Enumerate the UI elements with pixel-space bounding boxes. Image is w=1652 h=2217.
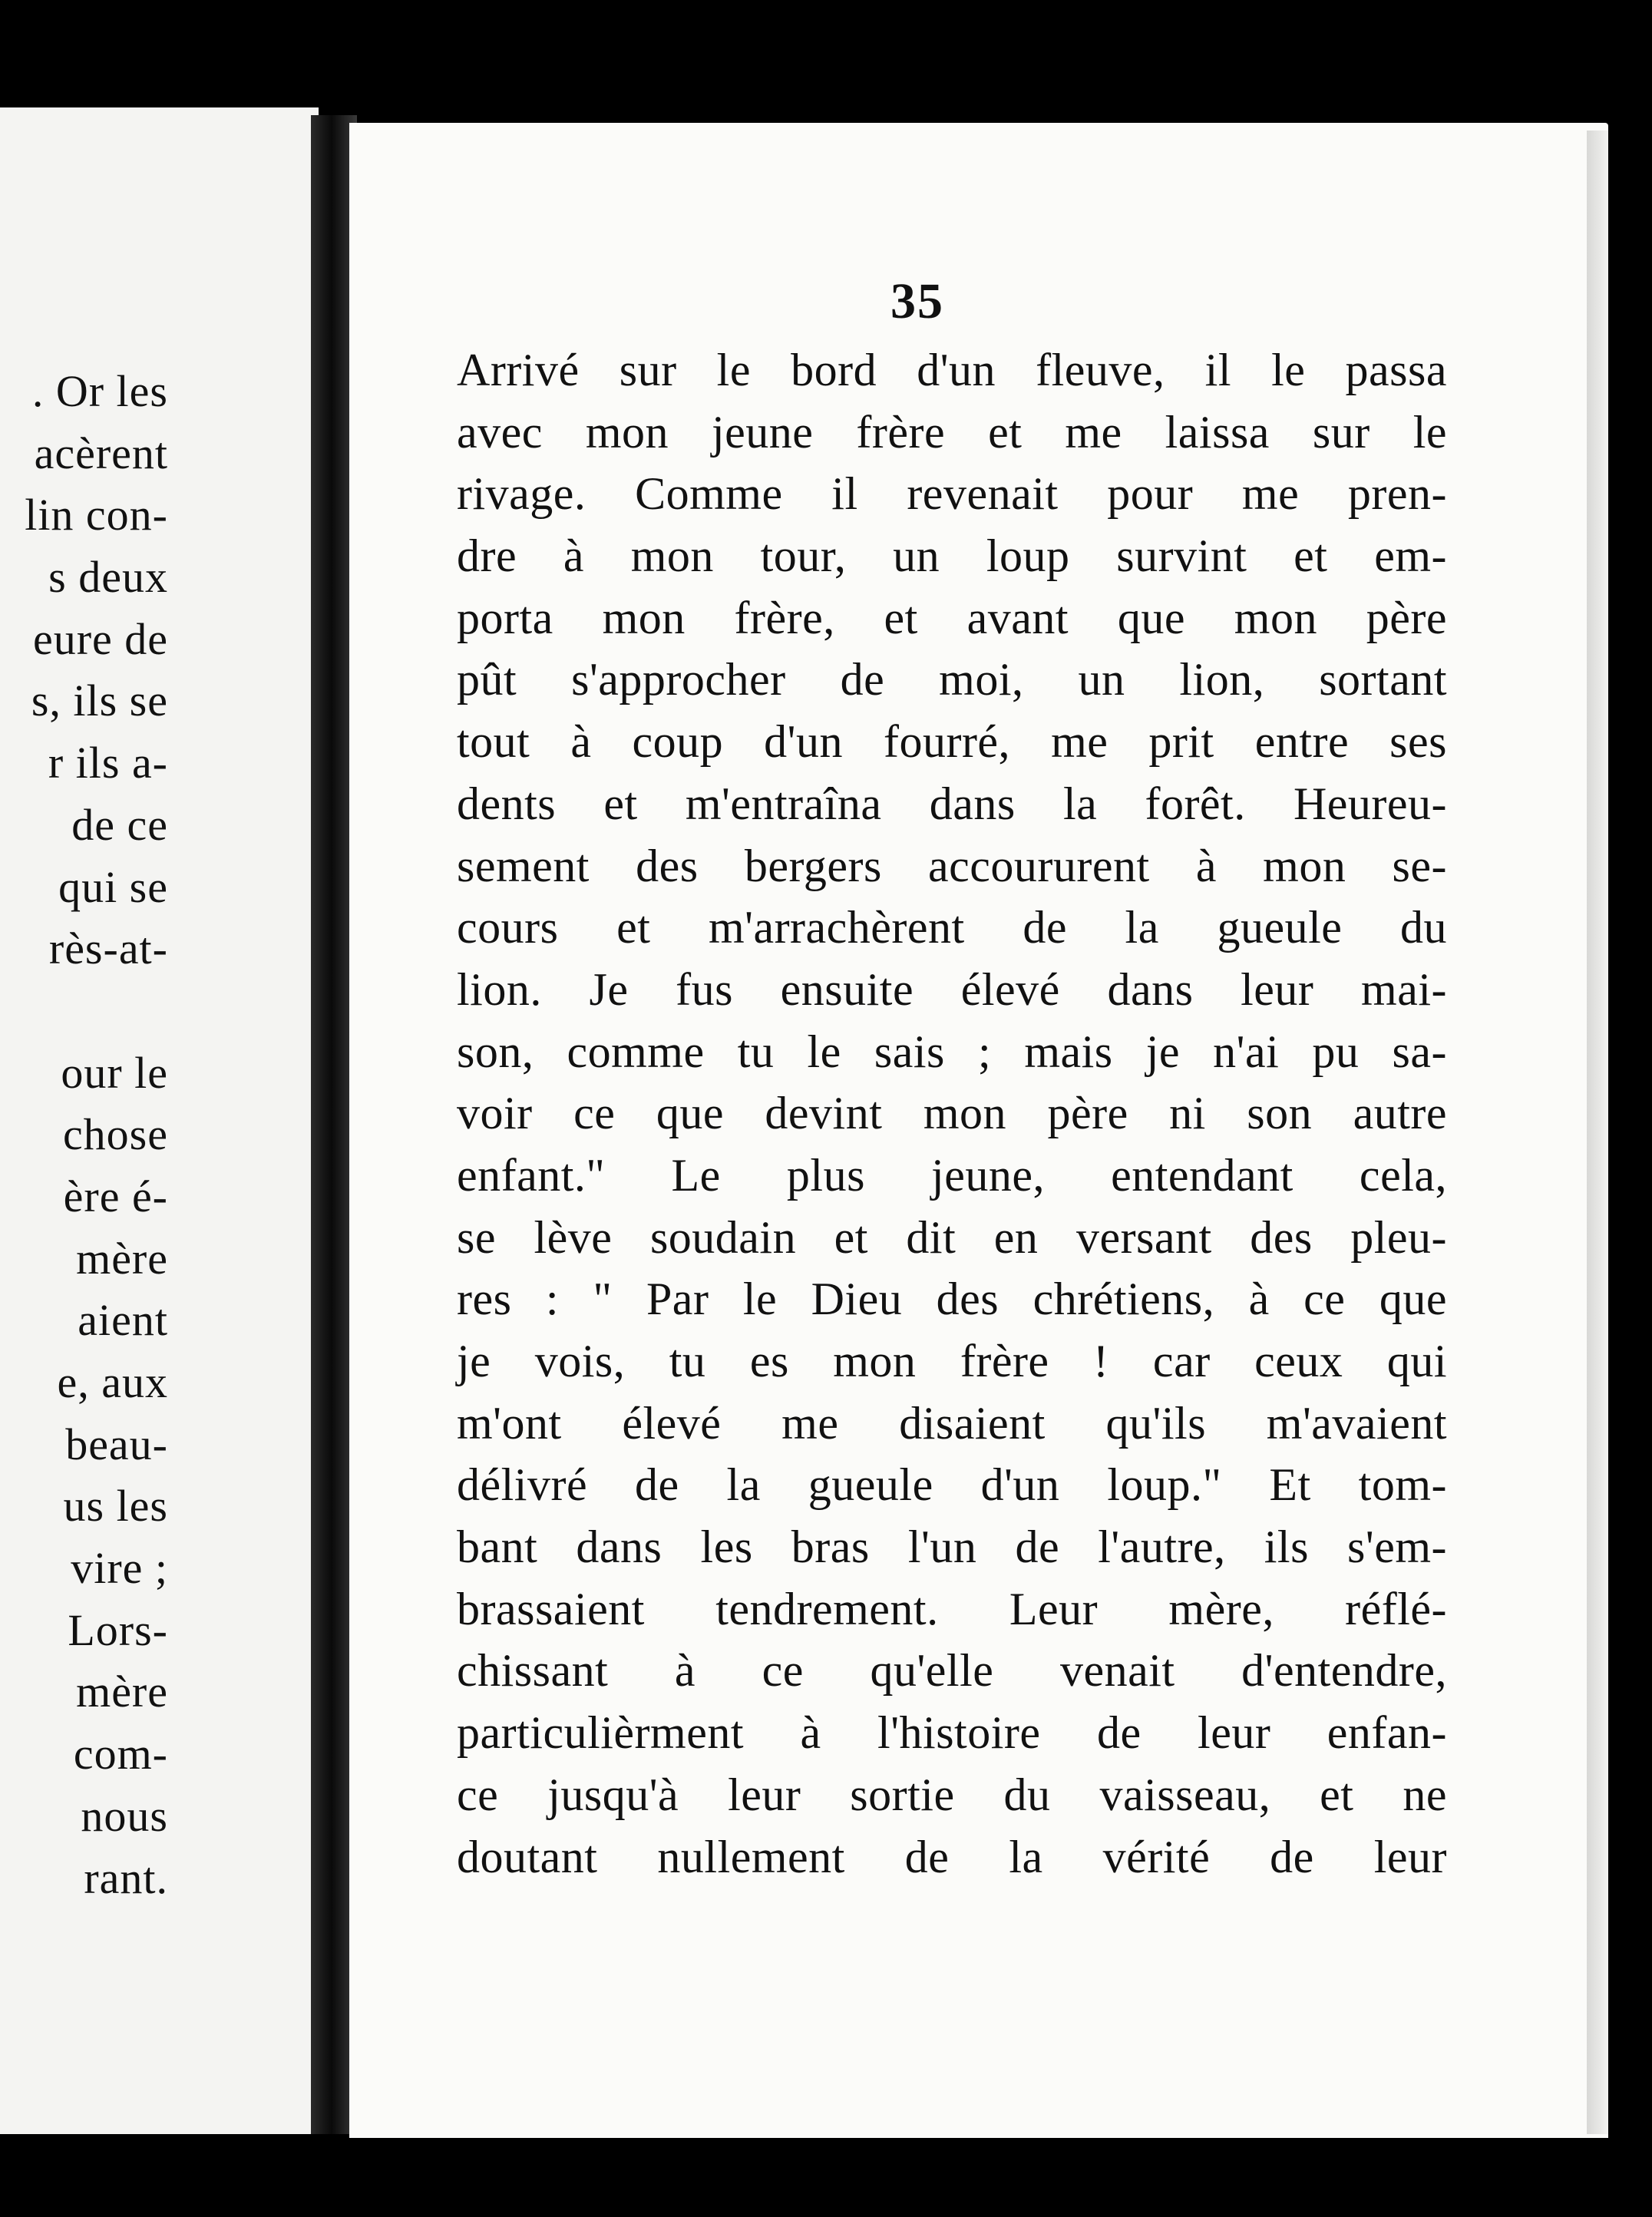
text-line: nous — [81, 1790, 168, 1841]
text-line: com- — [73, 1729, 168, 1779]
page-edge — [1587, 131, 1608, 2134]
page-number: 35 — [890, 273, 944, 329]
text-line: aient — [78, 1295, 168, 1346]
text-line: dents et m'entraîna dans la forêt. Heureu- — [457, 778, 1447, 829]
text-line: pût s'approcher de moi, un lion, sortant — [457, 654, 1447, 705]
text-line: particulièrment à l'histoire de leur enfan- — [457, 1707, 1447, 1759]
text-line — [25, 980, 319, 1042]
previous-page — [0, 107, 319, 2134]
text-line: beau- — [65, 1419, 168, 1469]
text-line: . Or les — [31, 366, 168, 416]
text-line: se lève soudain et dit en versant des pleu- — [457, 1211, 1447, 1263]
text-line: qui se — [58, 861, 168, 912]
text-line: rivage. Comme il revenait pour me pren- — [457, 468, 1447, 520]
page-body-text — [457, 339, 1447, 1888]
text-line: acèrent — [34, 428, 168, 478]
text-line: s deux — [48, 552, 168, 603]
text-line: chissant à ce qu'elle venait d'entendre, — [457, 1645, 1447, 1697]
text-line: s, ils se — [31, 676, 168, 726]
text-line: eure de — [32, 613, 168, 664]
text-line: avec mon jeune frère et me laissa sur le — [457, 406, 1447, 458]
text-line: chose — [62, 1109, 168, 1160]
text-line: mère — [76, 1667, 168, 1717]
text-line: Arrivé sur le bord d'un fleuve, il le passa — [457, 345, 1447, 395]
text-line: lin con- — [25, 490, 168, 540]
text-line: mère — [76, 1233, 168, 1284]
text-line: délivré de la gueule d'un loup." Et tom- — [457, 1459, 1447, 1511]
text-line: son, comme tu le sais ; mais je n'ai pu sa- — [457, 1026, 1447, 1077]
text-line: voir ce que devint mon père ni son autre — [457, 1088, 1447, 1139]
previous-page-text — [25, 361, 319, 1909]
text-line: ce jusqu'à leur sortie du vaisseau, et ne — [457, 1769, 1447, 1820]
current-page — [349, 123, 1608, 2138]
text-line: us les — [63, 1481, 168, 1531]
text-line: enfant." Le plus jeune, entendant cela, — [457, 1149, 1447, 1201]
text-line: rant. — [84, 1852, 168, 1903]
text-line: porta mon frère, et avant que mon père — [457, 592, 1447, 643]
text-line: rès-at- — [48, 923, 168, 974]
text-line: vire ; — [71, 1543, 168, 1594]
text-line: our le — [61, 1047, 168, 1098]
text-line: tout à coup d'un fourré, me prit entre ses — [457, 716, 1447, 768]
text-line: bant dans les bras l'un de l'autre, ils s'em- — [457, 1522, 1447, 1573]
text-line: doutant nullement de la vérité de leur — [457, 1831, 1447, 1882]
text-line: cours et m'arrachèrent de la gueule du — [457, 902, 1447, 953]
text-line: sement des bergers accoururent à mon se- — [457, 840, 1447, 891]
text-line: r ils a- — [48, 738, 168, 788]
text-line: ère é- — [63, 1171, 168, 1221]
text-line: m'ont élevé me disaient qu'ils m'avaient — [457, 1397, 1447, 1449]
text-line: e, aux — [57, 1357, 168, 1407]
text-line: je vois, tu es mon frère ! car ceux qui — [457, 1336, 1447, 1386]
text-line: lion. Je fus ensuite élevé dans leur mai- — [457, 963, 1447, 1015]
text-line: brassaient tendrement. Leur mère, réflé- — [457, 1583, 1447, 1634]
text-line: de ce — [71, 799, 168, 850]
text-line: res : " Par le Dieu des chrétiens, à ce que — [457, 1274, 1447, 1325]
text-line: Lors- — [68, 1604, 168, 1655]
text-line: dre à mon tour, un loup survint et em- — [457, 530, 1447, 582]
